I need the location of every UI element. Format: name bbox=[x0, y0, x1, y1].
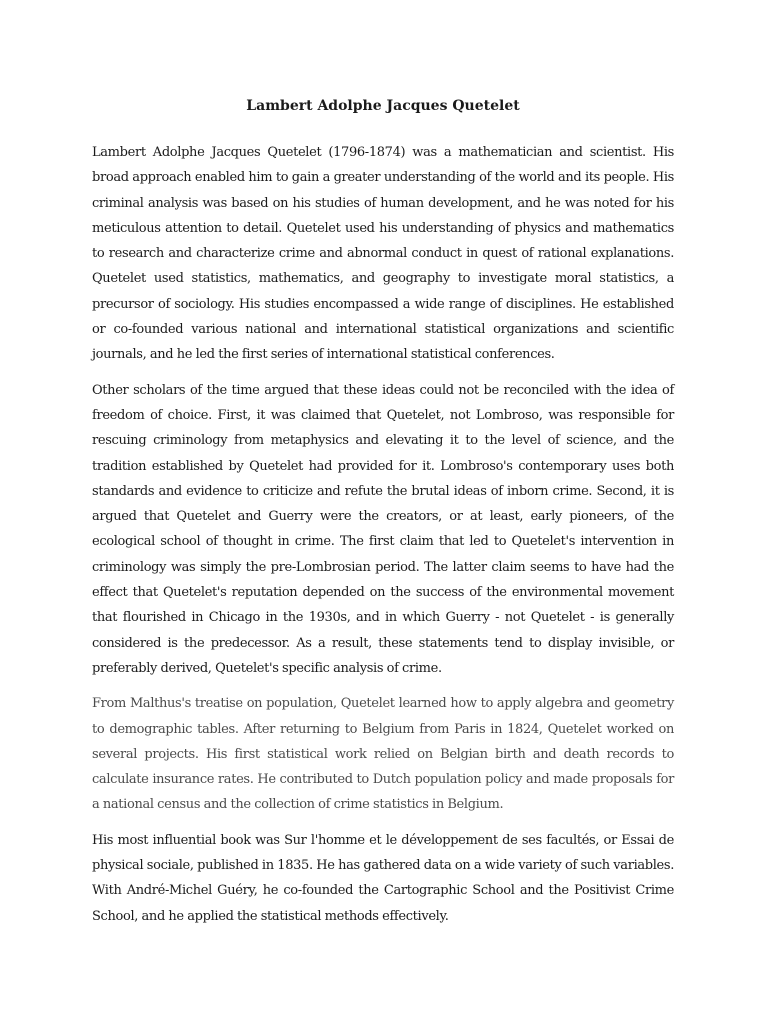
paragraph-demographics: From Malthus's treatise on population, Quetelet learned how to apply algebra and geometry to demographic tables. After returning to Belgium from Paris in 1824, Quetelet worked on several projects. His first statistical work relied on Belgian birth and death records to calculate insurance rates. He contributed to Dutch population policy and made proposals for a national census and the collection of crime statistics in Belgium. bbox=[92, 696, 674, 813]
document-page bbox=[92, 96, 674, 939]
paragraph-scholarly-debate: Other scholars of the time argued that these ideas could not be reconciled with the idea of freedom of choice. First, it was claimed that Quetelet, not Lombroso, was responsible for rescuing criminology from metaphysics and elevating it to the level of science, and the tradition established by Quetelet had provided for it. Lombroso's contemporary uses both standards and evidence to criticize and refute the brutal ideas of inborn crime. Second, it is argued that Quetelet and Guerry were the creators, or at least, early pioneers, of the ecological school of thought in crime. The first claim that led to Quetelet's intervention in criminology was simply the pre-Lombrosian period. The latter claim seems to have had the effect that Quetelet's reputation depended on the success of the environmental movement that flourished in Chicago in the 1930s, and in which Guerry - not Quetelet - is generally considered is the predecessor. As a result, these statements tend to display invisible, or preferably derived, Quetelet's specific analysis of crime. bbox=[92, 382, 674, 676]
paragraph-introduction: Lambert Adolphe Jacques Quetelet (1796-1874) was a mathematician and scientist. His broad approach enabled him to gain a greater understanding of the world and its people. His criminal analysis was based on his studies of human development, and he was noted for his meticulous attention to detail. Quetelet used his understanding of physics and mathematics to research and characterize crime and abnormal conduct in quest of rational explanations. Quetelet used statistics, mathematics, and geography to investigate moral statistics, a precursor of sociology. His studies encompassed a wide range of disciplines. He established or co-founded various national and international statistical organizations and scientific journals, and he led the first series of international statistical conferences. bbox=[92, 145, 674, 363]
document-title: Lambert Adolphe Jacques Quetelet bbox=[246, 98, 520, 114]
paragraph-influential-book: His most influential book was Sur l'homme et le développement de ses facultés, or Essai de physical sociale, published in 1835. He has gathered data on a wide variety of such variables. With André-Michel Guéry, he co-founded the Cartographic School and the Positivist Crime School, and he applied the statistical methods effectively. bbox=[92, 832, 674, 924]
